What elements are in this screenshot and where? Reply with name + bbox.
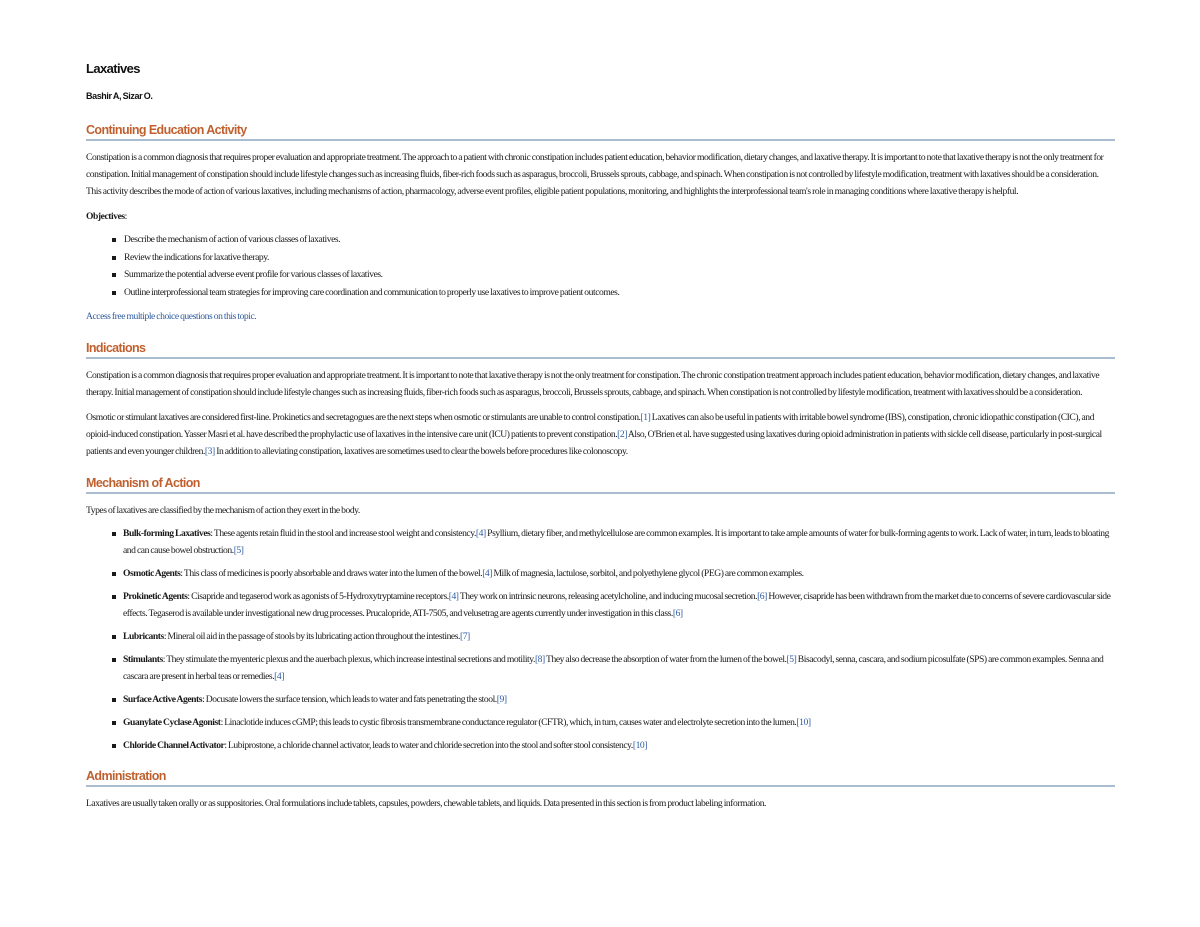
indications-paragraph-1: Constipation is a common diagnosis that requires proper evaluation and appropriate treatment. It is important to note that laxative therapy is not the only treatment for constipation. The chronic constipation treatment approach includes patient education, behavior modification, dietary changes, and laxative therapy. Initial management of constipation should include lifestyle changes such as increasing fluids, fiber-rich foods such as asparagus, broccoli, Brussels sprouts, cabbage, and spinach. When constipation is not controlled by lifestyle modification, treatment with laxatives should be a consideration. <box>86 370 1100 398</box>
section-heading-indications: Indications <box>86 340 1115 359</box>
mechanism-item <box>123 691 1115 708</box>
continuing-education-paragraph: Constipation is a common diagnosis that requires proper evaluation and appropriate treatment. The approach to a patient with chronic constipation includes patient education, behavior modification, dietary changes, and laxative therapy. It is important to note that laxative therapy is not the only treatment for constipation. Initial management of constipation should include lifestyle changes such as increasing fluids, fiber-rich foods such as asparagus, broccoli, Brussels sprouts, cabbage, and spinach. When constipation is not controlled by lifestyle modification, treatment with laxatives should be a consideration. This activity describes the mode of action of various laxatives, including mechanisms of action, pharmacology, adverse event profiles, eligible patient populations, monitoring, and highlights the interprofessional team's role in managing conditions where laxative therapy is helpful. <box>86 152 1104 197</box>
reference-link[interactable]: [10] <box>796 717 811 728</box>
administration-paragraph: Laxatives are usually taken orally or as suppositories. Oral formulations include tablets, capsules, powders, chewable tablets, and liquids. Data presented in this section is from product labeling information. <box>86 798 767 809</box>
mechanism-text: However, cisapride has been withdrawn from the market due to concerns of severe cardiovascular side effects. Tegaserod is available under investigational new drug processes. Prucalopride, ATI-7505, and velusetrag are agents currently under investigation in this class. <box>123 591 1111 619</box>
reference-link[interactable]: [8] <box>534 654 545 665</box>
mechanism-item <box>123 525 1115 559</box>
article-authors: Bashir A, Sizar O. <box>86 91 153 101</box>
mechanism-item <box>123 714 1115 731</box>
mechanism-text: Psyllium, dietary fiber, and methylcellulose are common examples. It is important to take ample amounts of water for bulk-forming agents to work. Lack of water, in turn, leads to bloating and can cause bowel obstruction. <box>123 528 1109 556</box>
reference-link[interactable]: [9] <box>496 694 507 705</box>
mechanism-text: : Linaclotide induces cGMP; this leads to cystic fibrosis transmembrane conductance regulator (CFTR), which, in turn, causes water and electrolyte secretion into the lumen. <box>220 717 797 728</box>
section-heading-continuing-education: Continuing Education Activity <box>86 122 1115 141</box>
mechanism-text: They work on intrinsic neurons, releasing acetylcholine, and inducing mucosal secretion. <box>458 591 758 602</box>
mechanism-text: : These agents retain fluid in the stool and increase stool weight and consistency. <box>210 528 476 539</box>
mechanism-term: Surface Active Agents <box>123 694 203 705</box>
mechanism-text: : Cisapride and tegaserod work as agonists of 5-Hydroxytryptamine receptors. <box>187 591 449 602</box>
indications-text: Osmotic or stimulant laxatives are considered first-line. Prokinetics and secretagogues are the next steps when osmotic or stimulants are unable to control constipation. <box>86 412 641 423</box>
mechanism-term: Bulk-forming Laxatives <box>123 528 211 539</box>
mechanism-intro: Types of laxatives are classified by the mechanism of action they exert in the body. <box>86 505 360 516</box>
reference-link[interactable]: [10] <box>632 740 648 751</box>
objectives-label: Objectives: <box>86 211 127 222</box>
mechanism-text: : Docusate lowers the surface tension, which leads to water and fats penetrating the stool. <box>202 694 497 705</box>
reference-link[interactable]: [4] <box>475 528 486 539</box>
objectives-list <box>86 231 1115 301</box>
mechanism-item <box>123 628 1115 645</box>
reference-link[interactable]: [4] <box>482 568 493 579</box>
indications-paragraph-2 <box>86 409 1115 460</box>
reference-link[interactable]: [7] <box>459 631 470 642</box>
article-title: Laxatives <box>86 61 140 76</box>
section-heading-mechanism-of-action: Mechanism of Action <box>86 475 1115 494</box>
mechanism-text: : This class of medicines is poorly absorbable and draws water into the lumen of the bowel. <box>180 568 483 579</box>
objectives-label-text: Objectives <box>86 211 125 222</box>
objective-item: Outline interprofessional team strategies for improving care coordination and communication to properly use laxatives to improve patient outcomes. <box>124 284 1115 302</box>
mechanism-text: : Mineral oil aid in the passage of stools by its lubricating action throughout the intestines. <box>163 631 460 642</box>
mechanism-item <box>123 737 1115 754</box>
article <box>86 60 1115 812</box>
mechanism-text: Milk of magnesia, lactulose, sorbitol, and polyethylene glycol (PEG) are common examples. <box>492 568 804 579</box>
objective-item: Review the indications for laxative therapy. <box>124 249 1115 267</box>
reference-link[interactable]: [4] <box>448 591 459 602</box>
mechanism-text: Bisacodyl, senna, cascara, and sodium picosulfate (SPS) are common examples. Senna and cascara are present in herbal teas or remedies. <box>123 654 1104 682</box>
indications-text: Laxatives can also be useful in patients with irritable bowel syndrome (IBS), constipation, chronic idiopathic constipation (CIC), and opioid-induced constipation. Yasser Masri et al. have described the prophylactic use of laxatives in the intensive care unit (ICU) patients to prevent constipation. <box>86 412 1095 440</box>
reference-link[interactable]: [4] <box>274 671 284 682</box>
section-heading-administration: Administration <box>86 768 1115 787</box>
indications-text: Also, O'Brien et al. have suggested using laxatives during opioid administration in patients with sickle cell disease, particularly in post-surgical patients and even younger children. <box>86 429 1102 457</box>
mechanism-item <box>123 565 1115 582</box>
access-questions-link[interactable]: Access free multiple choice questions on this topic. <box>86 311 257 322</box>
mechanism-text: : Lubiprostone, a chloride channel activator, leads to water and chloride secretion into the stool and softer stool consistency. <box>224 740 633 751</box>
reference-link[interactable]: [6] <box>757 591 767 602</box>
mechanism-item <box>123 651 1115 685</box>
mechanism-term: Osmotic Agents <box>123 568 181 579</box>
mechanism-term: Chloride Channel Activator <box>123 740 225 751</box>
indications-text: In addition to alleviating constipation, laxatives are sometimes used to clear the bowels before procedures like colonoscopy. <box>214 446 628 457</box>
reference-link[interactable]: [3] <box>204 446 215 457</box>
reference-link[interactable]: [1] <box>640 412 651 423</box>
mechanism-term: Prokinetic Agents <box>123 591 188 602</box>
objective-item: Describe the mechanism of action of various classes of laxatives. <box>124 231 1115 249</box>
mechanism-term: Guanylate Cyclase Agonist <box>123 717 221 728</box>
mechanism-term: Lubricants <box>123 631 164 642</box>
reference-link[interactable]: [2] <box>617 429 628 440</box>
mechanism-list <box>86 525 1115 754</box>
mechanism-term: Stimulants <box>123 654 163 665</box>
reference-link[interactable]: [5] <box>786 654 797 665</box>
mechanism-item <box>123 588 1115 622</box>
mechanism-text: : They stimulate the myenteric plexus and the auerbach plexus, which increase intestinal secretions and motility. <box>162 654 535 665</box>
reference-link[interactable]: [6] <box>672 608 683 619</box>
reference-link[interactable]: [5] <box>233 545 244 556</box>
objective-item: Summarize the potential adverse event profile for various classes of laxatives. <box>124 266 1115 284</box>
mechanism-text: They also decrease the absorption of water from the lumen of the bowel. <box>544 654 787 665</box>
